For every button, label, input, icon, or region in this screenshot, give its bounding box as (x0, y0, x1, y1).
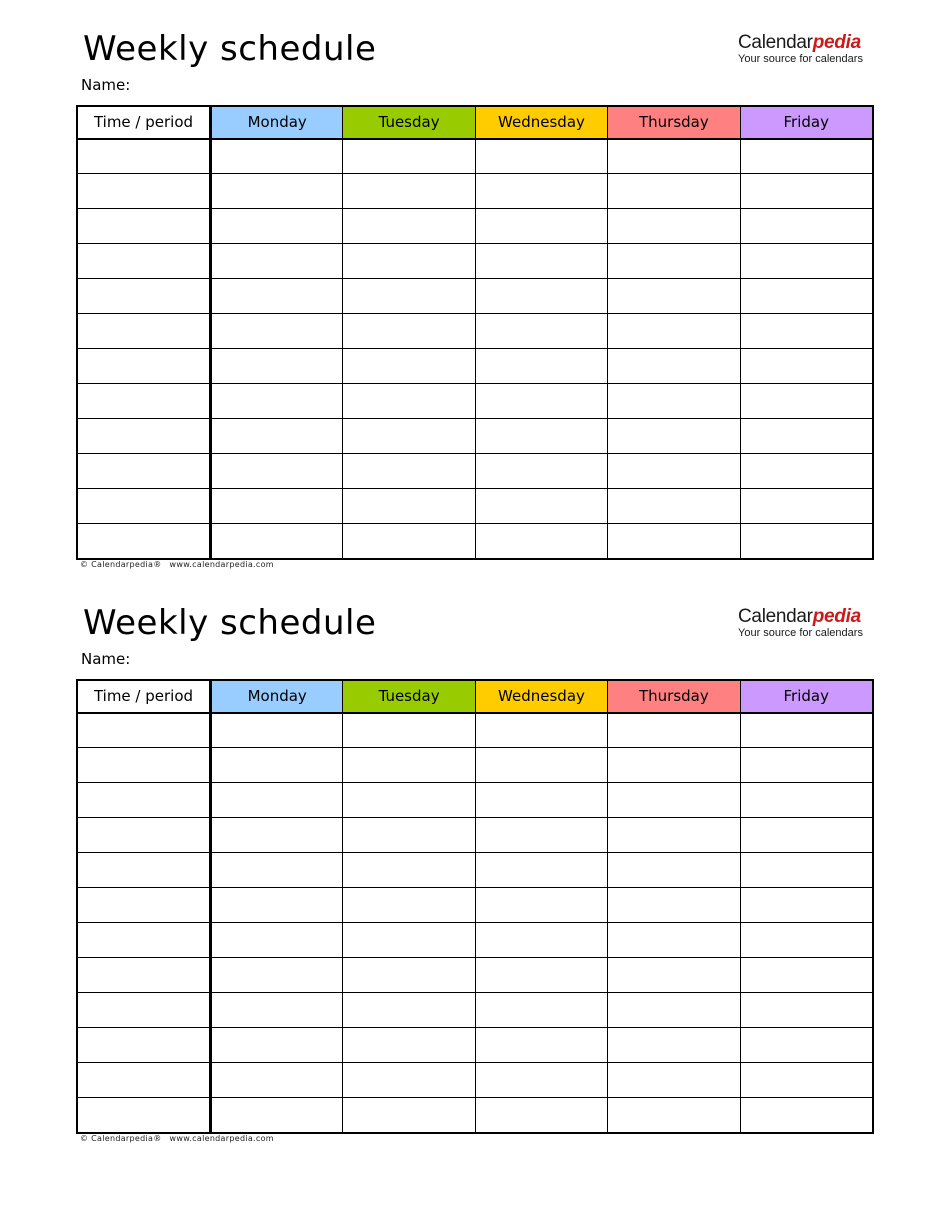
cell-thursday[interactable] (608, 419, 740, 454)
cell-wednesday[interactable] (475, 419, 607, 454)
header-time-period: Time / period (78, 107, 211, 139)
cell-wednesday[interactable] (475, 1063, 607, 1098)
schedule-body (78, 713, 873, 1133)
cell-wednesday[interactable] (475, 713, 607, 748)
cell-friday[interactable] (740, 888, 872, 923)
cell-monday[interactable] (211, 314, 343, 349)
cell-wednesday[interactable] (475, 1028, 607, 1063)
calendarpedia-logo (738, 33, 873, 65)
cell-thursday[interactable] (608, 279, 740, 314)
cell-friday[interactable] (740, 384, 872, 419)
cell-monday[interactable] (211, 419, 343, 454)
cell-monday[interactable] (211, 958, 343, 993)
cell-monday[interactable] (211, 1098, 343, 1133)
cell-friday[interactable] (740, 818, 872, 853)
footer-copyright: © Calendarpedia® (80, 1134, 162, 1143)
schedule-table (77, 680, 873, 1133)
logo-brand-calendar: Calendar (738, 32, 813, 53)
table-row (78, 454, 873, 489)
cell-tuesday[interactable] (343, 349, 475, 384)
cell-monday[interactable] (211, 748, 343, 783)
footer (80, 1134, 274, 1143)
cell-time[interactable] (78, 1028, 211, 1063)
cell-friday[interactable] (740, 713, 872, 748)
cell-tuesday[interactable] (343, 818, 475, 853)
footer-copyright: © Calendarpedia® (80, 560, 162, 569)
cell-wednesday[interactable] (475, 853, 607, 888)
table-row (78, 419, 873, 454)
cell-tuesday[interactable] (343, 958, 475, 993)
table-row (78, 818, 873, 853)
cell-monday[interactable] (211, 853, 343, 888)
cell-thursday[interactable] (608, 314, 740, 349)
cell-wednesday[interactable] (475, 958, 607, 993)
cell-wednesday[interactable] (475, 454, 607, 489)
cell-wednesday[interactable] (475, 244, 607, 279)
cell-thursday[interactable] (608, 489, 740, 524)
cell-monday[interactable] (211, 923, 343, 958)
cell-tuesday[interactable] (343, 174, 475, 209)
table-row (78, 1028, 873, 1063)
header-wednesday: Wednesday (475, 107, 607, 139)
cell-time[interactable] (78, 923, 211, 958)
cell-tuesday[interactable] (343, 314, 475, 349)
cell-time[interactable] (78, 713, 211, 748)
cell-friday[interactable] (740, 783, 872, 818)
logo-tagline: Your source for calendars (738, 53, 863, 65)
cell-monday[interactable] (211, 209, 343, 244)
cell-time[interactable] (78, 1063, 211, 1098)
cell-tuesday[interactable] (343, 888, 475, 923)
cell-friday[interactable] (740, 524, 872, 559)
cell-tuesday[interactable] (343, 1028, 475, 1063)
cell-monday[interactable] (211, 1063, 343, 1098)
table-row (78, 713, 873, 748)
cell-monday[interactable] (211, 139, 343, 174)
cell-thursday[interactable] (608, 958, 740, 993)
cell-friday[interactable] (740, 419, 872, 454)
cell-thursday[interactable] (608, 783, 740, 818)
cell-tuesday[interactable] (343, 923, 475, 958)
cell-monday[interactable] (211, 783, 343, 818)
cell-wednesday[interactable] (475, 748, 607, 783)
cell-tuesday[interactable] (343, 279, 475, 314)
cell-thursday[interactable] (608, 174, 740, 209)
table-row (78, 349, 873, 384)
cell-time[interactable] (78, 993, 211, 1028)
header-friday: Friday (740, 681, 872, 713)
cell-thursday[interactable] (608, 713, 740, 748)
name-label: Name: (81, 76, 131, 94)
footer-url: www.calendarpedia.com (169, 1134, 274, 1143)
table-row (78, 174, 873, 209)
cell-time[interactable] (78, 1098, 211, 1133)
cell-friday[interactable] (740, 139, 872, 174)
cell-friday[interactable] (740, 174, 872, 209)
calendarpedia-logo (738, 607, 873, 639)
cell-thursday[interactable] (608, 1028, 740, 1063)
table-row (78, 244, 873, 279)
cell-monday[interactable] (211, 713, 343, 748)
cell-tuesday[interactable] (343, 713, 475, 748)
cell-thursday[interactable] (608, 888, 740, 923)
cell-monday[interactable] (211, 384, 343, 419)
cell-thursday[interactable] (608, 853, 740, 888)
cell-tuesday[interactable] (343, 139, 475, 174)
cell-time[interactable] (78, 783, 211, 818)
cell-time[interactable] (78, 818, 211, 853)
cell-friday[interactable] (740, 923, 872, 958)
cell-wednesday[interactable] (475, 349, 607, 384)
cell-monday[interactable] (211, 1028, 343, 1063)
cell-time[interactable] (78, 349, 211, 384)
cell-friday[interactable] (740, 454, 872, 489)
table-row (78, 853, 873, 888)
table-row (78, 783, 873, 818)
footer-url: www.calendarpedia.com (169, 560, 274, 569)
cell-time[interactable] (78, 244, 211, 279)
cell-monday[interactable] (211, 349, 343, 384)
cell-time[interactable] (78, 489, 211, 524)
header-thursday: Thursday (608, 107, 740, 139)
cell-wednesday[interactable] (475, 1098, 607, 1133)
cell-time[interactable] (78, 454, 211, 489)
cell-tuesday[interactable] (343, 524, 475, 559)
cell-friday[interactable] (740, 244, 872, 279)
footer (80, 560, 274, 569)
cell-thursday[interactable] (608, 1063, 740, 1098)
table-row (78, 1098, 873, 1133)
schedule-body (78, 139, 873, 559)
cell-thursday[interactable] (608, 209, 740, 244)
cell-thursday[interactable] (608, 1098, 740, 1133)
cell-friday[interactable] (740, 993, 872, 1028)
logo-brand-pedia: pedia (812, 606, 861, 627)
cell-friday[interactable] (740, 1098, 872, 1133)
cell-wednesday[interactable] (475, 174, 607, 209)
cell-tuesday[interactable] (343, 783, 475, 818)
cell-friday[interactable] (740, 349, 872, 384)
table-row (78, 748, 873, 783)
cell-thursday[interactable] (608, 818, 740, 853)
cell-wednesday[interactable] (475, 209, 607, 244)
table-row (78, 958, 873, 993)
cell-monday[interactable] (211, 888, 343, 923)
cell-monday[interactable] (211, 174, 343, 209)
cell-time[interactable] (78, 209, 211, 244)
cell-thursday[interactable] (608, 923, 740, 958)
cell-monday[interactable] (211, 489, 343, 524)
cell-tuesday[interactable] (343, 209, 475, 244)
table-row (78, 314, 873, 349)
cell-tuesday[interactable] (343, 1063, 475, 1098)
cell-thursday[interactable] (608, 139, 740, 174)
schedule-table (77, 106, 873, 559)
cell-friday[interactable] (740, 748, 872, 783)
page-title: Weekly schedule (83, 29, 377, 69)
cell-monday[interactable] (211, 279, 343, 314)
header-time-period: Time / period (78, 681, 211, 713)
header-monday: Monday (211, 681, 343, 713)
cell-time[interactable] (78, 384, 211, 419)
cell-thursday[interactable] (608, 524, 740, 559)
header-tuesday: Tuesday (343, 681, 475, 713)
cell-time[interactable] (78, 958, 211, 993)
logo-tagline: Your source for calendars (738, 627, 863, 639)
cell-thursday[interactable] (608, 993, 740, 1028)
header-friday: Friday (740, 107, 872, 139)
header-thursday: Thursday (608, 681, 740, 713)
header-wednesday: Wednesday (475, 681, 607, 713)
header-row (78, 681, 873, 713)
cell-monday[interactable] (211, 818, 343, 853)
table-row (78, 279, 873, 314)
header-tuesday: Tuesday (343, 107, 475, 139)
cell-friday[interactable] (740, 279, 872, 314)
cell-friday[interactable] (740, 314, 872, 349)
cell-time[interactable] (78, 279, 211, 314)
table-row (78, 524, 873, 559)
cell-tuesday[interactable] (343, 454, 475, 489)
cell-tuesday[interactable] (343, 1098, 475, 1133)
table-row (78, 489, 873, 524)
cell-time[interactable] (78, 419, 211, 454)
cell-tuesday[interactable] (343, 853, 475, 888)
cell-wednesday[interactable] (475, 783, 607, 818)
cell-thursday[interactable] (608, 384, 740, 419)
name-label: Name: (81, 650, 131, 668)
table-row (78, 139, 873, 174)
cell-wednesday[interactable] (475, 139, 607, 174)
logo-brand-pedia: pedia (812, 32, 861, 53)
cell-wednesday[interactable] (475, 524, 607, 559)
cell-friday[interactable] (740, 209, 872, 244)
header-row (78, 107, 873, 139)
cell-friday[interactable] (740, 1063, 872, 1098)
cell-time[interactable] (78, 748, 211, 783)
cell-wednesday[interactable] (475, 279, 607, 314)
cell-monday[interactable] (211, 524, 343, 559)
cell-friday[interactable] (740, 1028, 872, 1063)
cell-time[interactable] (78, 888, 211, 923)
cell-monday[interactable] (211, 244, 343, 279)
cell-friday[interactable] (740, 853, 872, 888)
cell-wednesday[interactable] (475, 818, 607, 853)
table-row (78, 209, 873, 244)
table-row (78, 1063, 873, 1098)
cell-tuesday[interactable] (343, 419, 475, 454)
cell-time[interactable] (78, 139, 211, 174)
table-row (78, 384, 873, 419)
table-row (78, 993, 873, 1028)
cell-time[interactable] (78, 853, 211, 888)
page-title: Weekly schedule (83, 603, 377, 643)
cell-time[interactable] (78, 174, 211, 209)
cell-wednesday[interactable] (475, 314, 607, 349)
header-monday: Monday (211, 107, 343, 139)
logo-brand-calendar: Calendar (738, 606, 813, 627)
cell-thursday[interactable] (608, 748, 740, 783)
cell-monday[interactable] (211, 993, 343, 1028)
cell-tuesday[interactable] (343, 993, 475, 1028)
cell-friday[interactable] (740, 489, 872, 524)
cell-wednesday[interactable] (475, 993, 607, 1028)
table-row (78, 888, 873, 923)
cell-wednesday[interactable] (475, 888, 607, 923)
cell-wednesday[interactable] (475, 384, 607, 419)
cell-thursday[interactable] (608, 454, 740, 489)
cell-thursday[interactable] (608, 349, 740, 384)
cell-time[interactable] (78, 524, 211, 559)
cell-friday[interactable] (740, 958, 872, 993)
cell-time[interactable] (78, 314, 211, 349)
cell-monday[interactable] (211, 454, 343, 489)
table-row (78, 923, 873, 958)
cell-tuesday[interactable] (343, 244, 475, 279)
cell-wednesday[interactable] (475, 923, 607, 958)
cell-thursday[interactable] (608, 244, 740, 279)
cell-tuesday[interactable] (343, 384, 475, 419)
cell-wednesday[interactable] (475, 489, 607, 524)
cell-tuesday[interactable] (343, 748, 475, 783)
cell-tuesday[interactable] (343, 489, 475, 524)
